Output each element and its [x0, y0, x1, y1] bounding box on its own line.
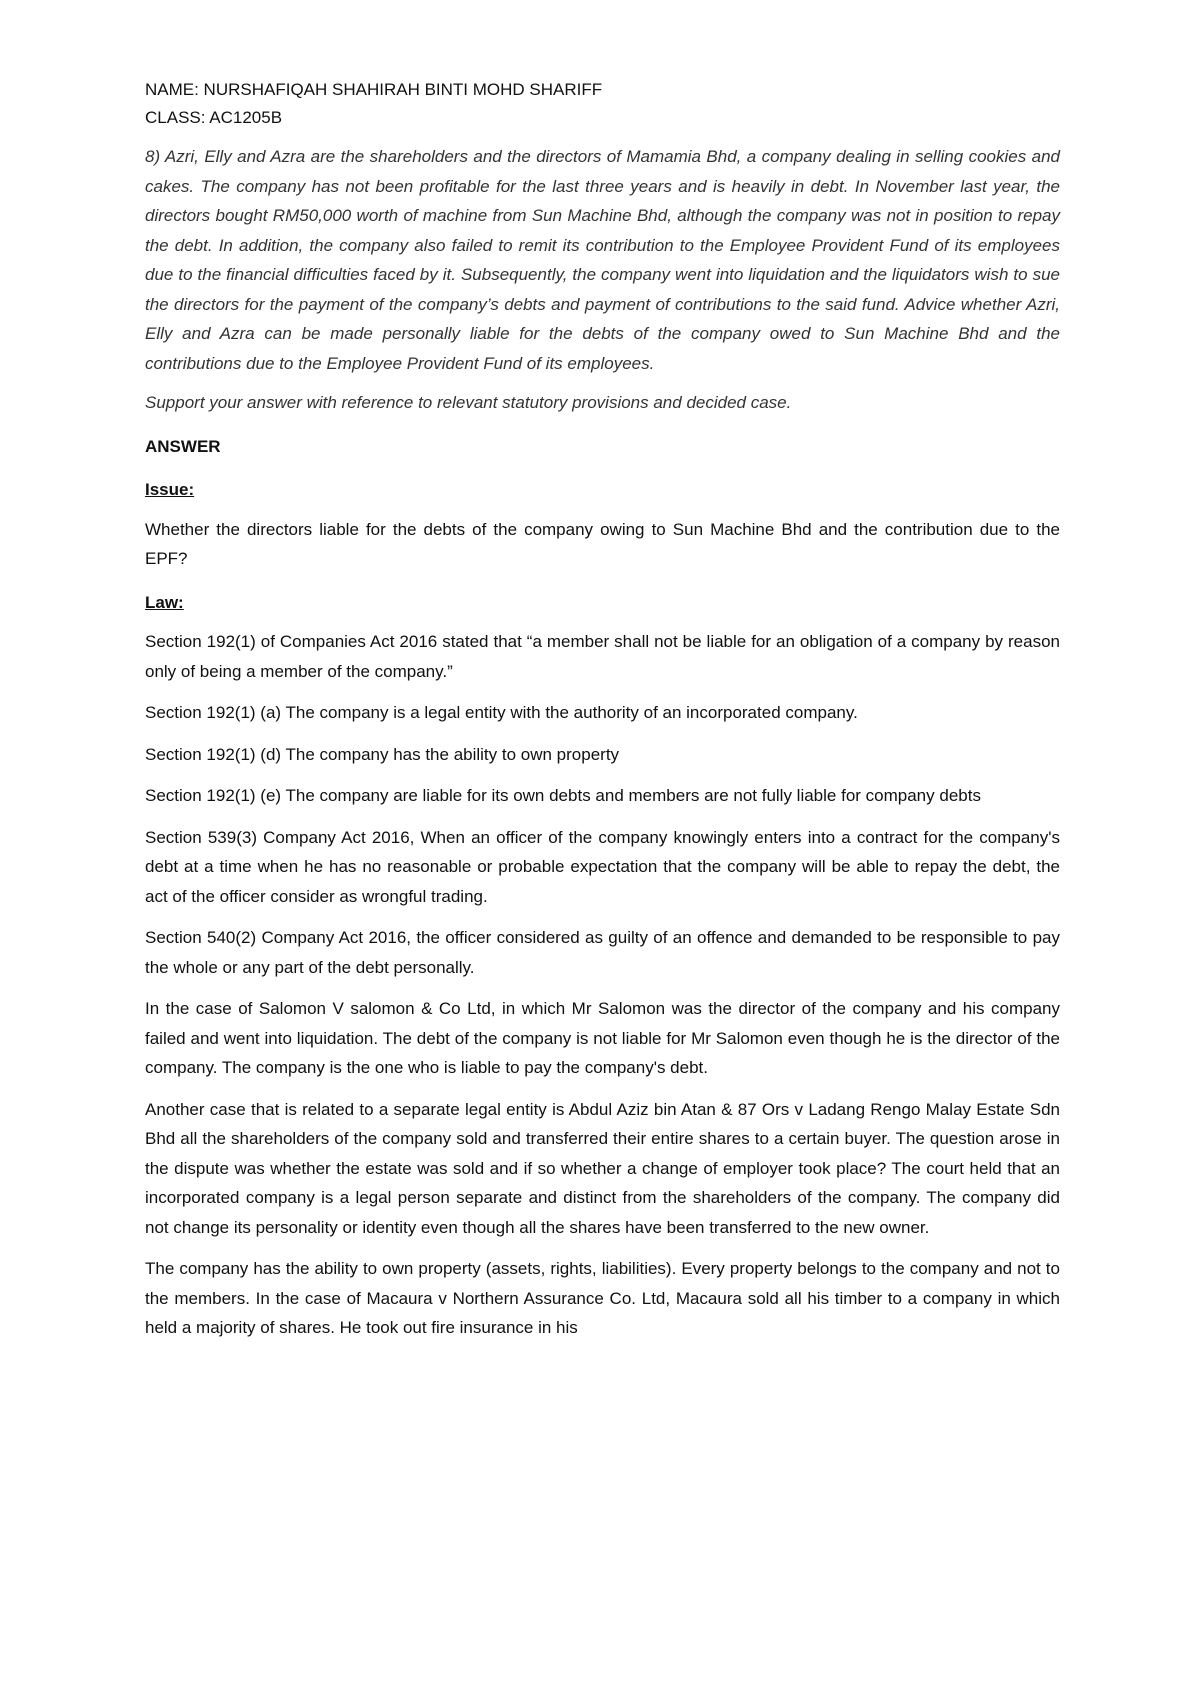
- case-paragraph: The company has the ability to own property (assets, rights, liabilities). Every property belongs to the company and not to the members. In the case of Macaura v Northern Assurance Co. Ltd, Macaura sold all his timber to a company in which held a majority of shares. He took out fire insurance in his: [145, 1259, 1060, 1337]
- question-text: 8) Azri, Elly and Azra are the shareholders and the directors of Mamamia Bhd, a company dealing in selling cookies and cakes. The company has not been profitable for the last three years and is heavily in debt. In November last year, the directors bought RM50,000 worth of machine from Sun Machine Bhd, although the company was not in position to repay the debt. In addition, the company also failed to remit its contribution to the Employee Provident Fund of its employees due to the financial difficulties faced by it. Subsequently, the company went into liquidation and the liquidators wish to sue the directors for the payment of the company’s debts and payment of contributions to the said fund. Advice whether Azri, Elly and Azra can be made personally liable for the debts of the company owed to Sun Machine Bhd and the contributions due to the Employee Provident Fund of its employees.: [145, 147, 1060, 373]
- law-paragraph: Section 539(3) Company Act 2016, When an officer of the company knowingly enters into a contract for the company's debt at a time when he has no reasonable or probable expectation that the company will be able to repay the debt, the act of the officer consider as wrongful trading.: [145, 827, 1060, 906]
- student-class: CLASS: AC1205B: [145, 108, 283, 127]
- law-paragraph: Section 540(2) Company Act 2016, the officer considered as guilty of an offence and demanded to be responsible to pay the whole or any part of the debt personally.: [145, 928, 1060, 977]
- law-paragraph: Section 192(1) (d) The company has the ability to own property: [145, 744, 620, 764]
- case-paragraph: In the case of Salomon V salomon & Co Ltd, in which Mr Salomon was the director of the company and his company failed and went into liquidation. The debt of the company is not liable for Mr Salomon even though he is the director of the company. The company is the one who is liable to pay the company's debt.: [145, 999, 1060, 1077]
- issue-heading: Issue:: [145, 480, 195, 499]
- answer-heading: ANSWER: [145, 436, 221, 456]
- law-paragraph: Section 192(1) of Companies Act 2016 stated that “a member shall not be liable for an obligation of a company by reason only of being a member of the company.”: [145, 632, 1060, 681]
- student-name: NAME: NURSHAFIQAH SHAHIRAH BINTI MOHD SHARIFF: [145, 80, 603, 99]
- question-support-note: Support your answer with reference to relevant statutory provisions and decided case.: [145, 393, 792, 412]
- law-paragraph: Section 192(1) (a) The company is a legal entity with the authority of an incorporated company.: [145, 703, 858, 722]
- issue-text: Whether the directors liable for the debts of the company owing to Sun Machine Bhd and the contribution due to the EPF?: [145, 519, 1060, 568]
- law-heading: Law:: [145, 592, 184, 612]
- law-paragraph: Section 192(1) (e) The company are liable for its own debts and members are not fully liable for company debts: [145, 786, 981, 805]
- case-paragraph: Another case that is related to a separate legal entity is Abdul Aziz bin Atan & 87 Ors v Ladang Rengo Malay Estate Sdn Bhd all the shareholders of the company sold and transferred their entire shares to a certain buyer. The question arose in the dispute was whether the estate was sold and if so whether a change of employer took place? The court held that an incorporated company is a legal person separate and distinct from the shareholders of the company. The company did not change its personality or identity even though all the shares have been transferred to the new owner.: [145, 1099, 1060, 1237]
- document-page: [145, 76, 1060, 1343]
